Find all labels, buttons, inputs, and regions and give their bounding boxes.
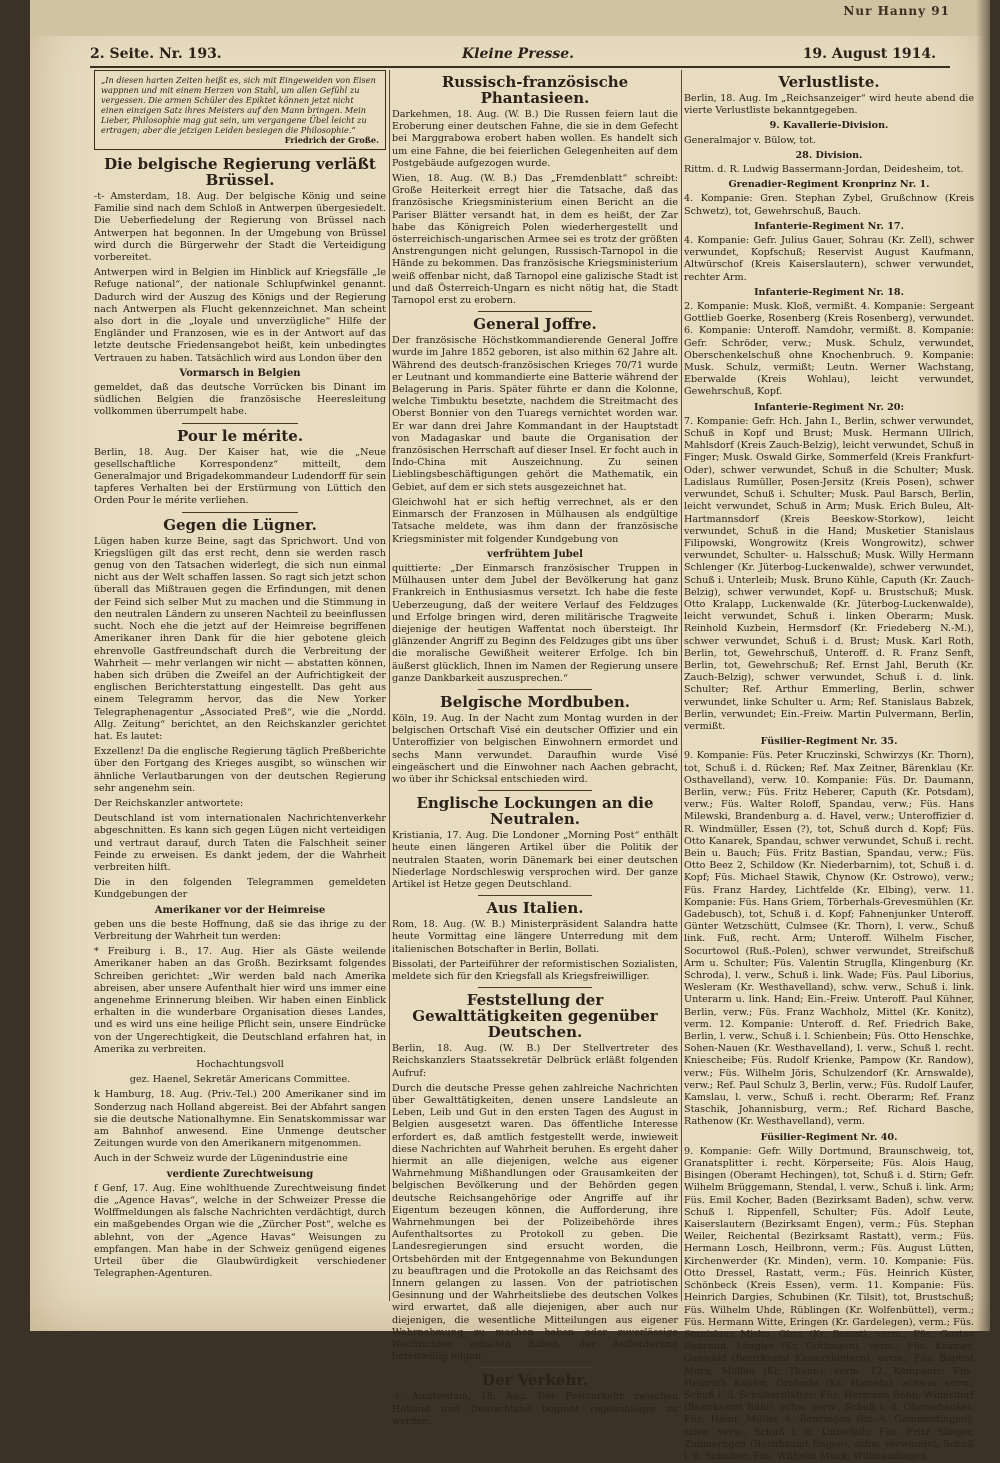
divider bbox=[478, 1367, 592, 1368]
subheading: verdiente Zurechtweisung bbox=[166, 1168, 314, 1180]
article-paragraph: Darkehmen, 18. Aug. (W. B.) Die Russen feiern laut die Eroberung einer deutschen Fahne, die sie in dem Gefecht bei Marggrabowa erobert haben wollen. Es handelt sich um eine Fahne, die bei feierlichen Gelegenheiten auf dem Postgebäude aufgezogen wurde. bbox=[392, 109, 678, 169]
quote-signature: Friedrich der Große. bbox=[284, 135, 379, 145]
divider bbox=[478, 987, 592, 988]
article-paragraph: Bissolati, der Parteiführer der reformistischen Sozialisten, meldete sich für den Kriegsfall als Kriegsfreiwilliger. bbox=[392, 958, 678, 982]
article-paragraph: Exzellenz! Da die englische Regierung täglich Preßberichte über den Fortgang des Krieges ausgibt, so wünschen wir ähnliche Verlautbarungen von der deutschen Regierung sehr angenehm sein. bbox=[94, 746, 386, 794]
unit-heading: Infanterie-Regiment Nr. 18. bbox=[754, 286, 904, 298]
article-paragraph: Der französische Höchstkommandierende General Joffre wurde im Jahre 1852 geboren, ist also mithin 62 Jahre alt. Während des deutsch-französischen Krieges 70/71 wurde er Leutnant und kommandierte eine Batterie während der Belagerung in Paris. Später führte er dann die Kolonne, welche Timbuktu besetzte, nachdem die Streitmacht des Oberst Bonnier von den Tuaregs vernichtet worden war. Er war dann drei Jahre Kommandant in der Hauptstadt von Madagaskar und baute die Organisation der französischen Herrschaft auf dieser Insel. Er focht auch in Indo-China mit Auszeichnung. Zu seinen Lieblingsbeschäftigungen gehört die Mathematik, ein Gebiet, auf dem er sich stets ausgezeichnet hat. bbox=[392, 335, 678, 493]
article-paragraph: quittierte: „Der Einmarsch französischer Truppen in Mülhausen unter dem Jubel der Bevölkerung hat ganz Frankreich in Enthusiasmus versetzt. Ich habe die feste Ueberzeugung, daß der weitere Verlauf des Feldzuges und Erfolge bringen wird, deren militärische Tragweite diejenige der heutigen Waffentat noch übersteigt. Ihr glänzender Angriff zu Beginn des Feldzuges gibt uns über die moralische Gewißheit weiterer Erfolge. Ich bin äußerst glücklich, Ihnen im Namen der Regierung unsere ganze Dankbarkeit auszusprechen.“ bbox=[392, 562, 678, 684]
unit-heading: Füsilier-Regiment Nr. 40. bbox=[760, 1131, 898, 1143]
article-paragraph: Der Reichskanzler antwortete: bbox=[94, 797, 244, 809]
headline-phantasies: Russisch-französische Phantasieen. bbox=[441, 73, 629, 107]
casualty-entry: 4. Kompanie: Gefr. Julius Gauer, Sohrau (Kr. Zell), schwer verwundet, Kopfschuß; Reservist August Kaufmann, Altwürschof (Kreis Kaiserslautern), schwer verwundet, rechter Arm. bbox=[684, 235, 974, 283]
article-paragraph: gez. Haenel, Sekretär Americans Committee. bbox=[129, 1074, 351, 1086]
unit-heading: Infanterie-Regiment Nr. 17. bbox=[754, 220, 904, 232]
casualty-entry: 7. Kompanie: Gefr. Hch. Jahn I., Berlin, schwer verwundet, Schuß in Kopf und Brust; Musk. Hermann Ullrich, Mahlsdorf (Kreis Zauch-Belzig), leicht verwundet, Schuß in Finger; Musk. Oswald Girke, Sommerfeld (Kreis Frankfurt-Oder), schwer verwundet, Schuß in die Schulter; Musk. Ladislaus Rumüller, Posen-Jersitz (Kreis Posen), schwer verwundet, Schuß i. Schulter; Musk. Paul Barsch, Berlin, leicht verwundet, Schuß in Arm; Musk. Erich Buleu, Alt-Hartmannsdorf (Kreis Beeskow-Storkow), leicht verwundet, Schuß in die Hand; Musketier Stanislaus Filipowski, Wongrowitz (Kreis Wongrowitz), schwer verwundet, Schulter- u. Halsschuß; Musk. Willy Hermann Schlenger (Kr. Jüterbog-Luckenwalde), schwer verwundet, Schuß i. Unterleib; Musk. Bruno Kühle, Caputh (Kr. Zauch-Belzig), schwer verwundet, Kopf- u. Brustschuß; Musk. Otto Kralapp, Luckenwalde (Kr. Jüterbog-Luckenwalde), leicht verwundet, Schuß i. linken Oberarm; Musk. Reinhold Kuzbein, Hermsdorf (Kr. Friedeberg N.-M.), schwer verwundet, Schuß i. d. Brust; Musk. Karl Roth, Berlin, tot, Gewehrschuß, Unteroff. d. R. Franz Senft, Berlin, tot, Gewehrschuß; Ref. Ernst Jahl, Beruth (Kr. Zauch-Belzig), schwer verwundet, Schuß i. d. link. Schulter; Ref. Arthur Emmerling, Berlin, schwer verwundet, linke Schulter u. Arm; Ref. Stanislaus Babzek, Berlin, verwundet; Ein.-Freiw. Martin Pulvermann, Berlin, vermißt. bbox=[684, 415, 974, 732]
headline-liars: Gegen die Lügner. bbox=[163, 515, 317, 534]
divider bbox=[478, 689, 592, 690]
newspaper-page bbox=[30, 0, 990, 1462]
casualty-entry: 4. Kompanie: Gren. Stephan Zybel, Grußchnow (Kreis Schwetz), tot, Gewehrschuß, Bauch. bbox=[684, 193, 974, 217]
article-paragraph: Auch in der Schweiz wurde der Lügenindustrie eine bbox=[94, 1153, 348, 1165]
unit-heading: Grenadier-Regiment Kronprinz Nr. 1. bbox=[728, 179, 930, 191]
previous-page-strip bbox=[30, 0, 990, 36]
article-paragraph: geben uns die beste Hoffnung, daß sie das ihrige zu der Verbreitung der Wahrheit tun werden: bbox=[94, 918, 386, 942]
column-2 bbox=[392, 70, 678, 1427]
divider bbox=[478, 790, 592, 791]
headline-belgian-murderers: Belgische Mordbuben. bbox=[440, 692, 630, 711]
unit-heading: 9. Kavallerie-Division. bbox=[769, 120, 889, 132]
article-paragraph: Berlin, 18. Aug. (W. B.) Der Stellvertreter des Reichskanzlers Staatssekretär Delbrück erläßt folgenden Aufruf: bbox=[392, 1043, 678, 1079]
subheading: Amerikaner vor der Heimreise bbox=[154, 904, 326, 916]
divider bbox=[478, 311, 592, 312]
unit-heading: 28. Division. bbox=[795, 149, 863, 161]
article-paragraph: Antwerpen wird in Belgien im Hinblick auf Kriegsfälle „le Refuge national“, der nationale Schlupfwinkel genannt. Dadurch wird der Auszug des Königs und der Regierung nach Antwerpen als Flucht gekennzeichnet. Man scheint also dort in die „loyale und unverzügliche“ Hilfe der Engländer und Franzosen, wie es in der Antwort auf das letzte deutsche Friedensangebot heißt, kein unbedingtes Vertrauen zu haben. Tatsächlich wird aus London über den bbox=[94, 267, 386, 364]
unit-heading: Füsilier-Regiment Nr. 35. bbox=[760, 736, 898, 748]
headline-casualty-list: Verlustliste. bbox=[778, 73, 880, 91]
column-3 bbox=[684, 70, 974, 1462]
headline-traffic: Der Verkehr. bbox=[482, 1371, 588, 1390]
quote-box bbox=[94, 70, 386, 150]
article-paragraph: Durch die deutsche Presse gehen zahlreiche Nachrichten über Gewalttätigkeiten, denen unsere Landsleute an Leben, Leib und Gut in den ersten Tagen des August in Belgien ausgesetzt waren. Das öffentliche Interesse erfordert es, daß amtlich festgestellt werde, inwieweit diese Nachrichten auf Wahrheit beruhen. Es ergeht daher hiermit an alle diejenigen, welche aus eigener Wahrnehmung Mißhandlungen oder Grausamkeiten der belgischen Bevölkerung und der Behörden gegen deutsche Reichsangehörige oder Angriffe auf ihr Eigentum bezeugen können, die Aufforderung, ihre Wahrnehmungen bei der Polizeibehörde ihres Aufenthaltsortes zu Protokoll zu geben. Die Landesregierungen sind ersucht worden, die Ortsbehörden mit der Entgegennahme von Bekundungen zu beauftragen und die Protokolle an das Reichsamt des Innern gelangen zu lassen. Von der patriotischen Gesinnung und der Wahrheitsliebe des deutschen Volkes wird erwartet, daß alle diejenigen, aber auch nur diejenigen, die wesentliche Mitteilungen aus eigener Wahrnehmung zu machen haben oder zuverlässige Nachrichten erhalten haben, der Aufforderung bereitwillig folgen. bbox=[392, 1082, 678, 1363]
column-1 bbox=[94, 70, 386, 1301]
casualty-entry: 9. Kompanie: Füs. Peter Kruczinski, Schwirzys (Kr. Thorn), tot, Schuß i. d. Rücken; Ref. Max Zeitner, Bärenklau (Kr. Osthavelland), verw. 10. Kompanie: Füs. Dr. Daumann, Berlin, verw.; Füs. Fritz Heberer, Caputh (Kr. Potsdam), verw.; Füs. Walter Roloff, Spandau, verw.; Füs. Hans Milewski, Brandenburg a. d. Havel, verw.; Unteroffizier d. R. Windmüller, Essen (?), tot, Schuß durch d. Kopf; Füs. Otto Kanarek, Spandau, schwer verwundet, Schuß i. recht. Bein u. Bauch; Füs. Fritz Bastian, Spandau, verw.; Füs. Otto Beez 2, Schildow (Kr. Niederbarnim), tot, Schuß i. d. Kopf; Füs. Michael Stawik, Chynow (Kr. Ostrowo), verw.; Füs. Franz Hardey, Lichtfelde (Kr. Elbing), verw. 11. Kompanie: Füs. Hans Griem, Törberhals-Grevesmühlen (Kr. Gadebusch), tot, Schuß i. d. Kopf; Fahnenjunker Unteroff. Günter Wetzschütt, Culmsee (Kr. Thorn), l. verw., Schuß link. Fuß, recht. Arm; Unteroff. Wilhelm Fischer, Socurtowol (Ruß.-Polen), schwer verwundet, Streifschuß Arm u. Schulter; Füs. Valentin Struglla, Klingenburg (Kr. Schroda), l. verw., Schuß i. link. Wade; Füs. Paul Liborius, Wesleram (Kr. Westhavelland), schw. verw., Schuß i. link. Unterarm u. link. Hand; Ein.-Freiw. Unteroff. Paul Kühner, Berlin, verw.; Füs. Franz Wachholz, Mittel (Kr. Konitz), verm. 12. Kompanie: Unteroff. d. Ref. Friedrich Bake, Berlin, l. verw., Schuß i. l. Schienbein; Füs. Otto Henschke, Sohen-Nauen (Kr. Westhavelland), l. verw., Schuß l. recht. Kniescheibe; Füs. Rudolf Krienke, Pampow (Kr. Randow), verw.; Füs. Wilhelm Jöris, Schulzendorf (Kr. Arnswalde), verw.; Ref. Paul Schulz 3, Berlin, verw.; Füs. Rudolf Laufer, Kamslau, l. verw., Schuß i. recht. Oberarm; Ref. Franz Staschik, Johannisburg, verm.; Ref. Richard Basche, Rathenow (Kr. Westhavelland), verm. bbox=[684, 750, 974, 1128]
article-paragraph: Rom, 18. Aug. (W. B.) Ministerpräsident Salandra hatte heute Vormittag eine längere Unterredung mit dem italienischen Botschafter in Berlin, Bollati. bbox=[392, 919, 678, 955]
unit-heading: Infanterie-Regiment Nr. 20: bbox=[753, 401, 905, 413]
headline-brussels: Die belgische Regierung verläßt Brüssel. bbox=[104, 155, 376, 189]
headline-violence: Feststellung der Gewalttätigkeiten gegenüber Deutschen. bbox=[412, 991, 658, 1042]
column-divider bbox=[389, 70, 390, 1301]
issue-date: 19. August 1914. bbox=[802, 46, 936, 62]
subheading: Vormarsch in Belgien bbox=[179, 367, 301, 379]
article-paragraph: f Genf, 17. Aug. Eine wohlthuende Zurechtweisung findet die „Agence Havas“, welche in der Schweizer Presse die Wolffmeldungen als falsche Nachrichten verdächtigt, durch ein maßgebendes Organ wie die „Zürcher Post“, welche es ablehnt, von der „Agence Havas“ Weisungen zu empfangen. Man habe in der Schweiz genügend eigenes Urteil über die Glaubwürdigkeit verschiedener Telegraphen-Agenturen. bbox=[94, 1182, 386, 1280]
quote-text: „In diesen harten Zeiten heißt es, sich mit Eingeweiden von Eisen wappnen und mit einem Herzen von Stahl, um allen Gefühl zu vergessen. Die armen Schüler des Epiktet können jetzt nicht einen einzigen Satz ihres Meisters auf den Mann bringen. Mein Lieber, Philosophie mag gut sein, um vergangene Übel leicht zu ertragen; aber die jetzigen Leiden besiegen die Philosophie.“ bbox=[101, 75, 376, 135]
masthead-rule bbox=[90, 66, 950, 68]
page-number: 2. Seite. Nr. 193. bbox=[90, 46, 222, 62]
subheading: verfrühtem Jubel bbox=[487, 548, 583, 560]
article-paragraph: * Freiburg i. B., 17. Aug. Hier als Gäste weilende Amerikaner haben an das Großh. Bezirksamt folgendes Schreiben gerichtet: „Wir werden bald nach Amerika abreisen, aber unsere Aufenthalt hier wird uns immer eine angenehme Erinnerung bleiben. Wir haben einen Einblick erhalten in die wunderbare Organisation dieses Landes, und es wird uns eine heilige Pflicht sein, unsere Eindrücke von der Ungerechtigkeit, die Deutschland erfahren hat, in Amerika zu verbreiten. bbox=[94, 946, 386, 1055]
article-paragraph: Wien, 18. Aug. (W. B.) Das „Fremdenblatt“ schreibt: Große Heiterkeit erregt hier die Tatsache, daß das französische Kriegsministerium einen Bericht an die Pariser Blätter versandt hat, in dem es heißt, der Zar habe das Königreich Polen wiederhergestellt und österreichisch-ungarischen Armee sei es trotz der größten Anstrengungen nicht gelungen, Russisch-Tarnopol in die Hände zu bekommen. Das französische Kriegsministerium weiß offenbar nicht, daß Tarnopol eine galizische Stadt ist und daß Österreich-Ungarn es nicht nötig hat, die Stadt Tarnopol erst zu erobern. bbox=[392, 173, 678, 307]
article-paragraph: gemeldet, daß das deutsche Vorrücken bis Dinant im südlichen Belgien die französische Heeresleitung vollkommen überrumpelt habe. bbox=[94, 382, 386, 418]
casualty-entry: Generalmajor v. Bülow, tot. bbox=[684, 134, 816, 146]
casualty-entry: 9. Kompanie: Gefr. Willy Dortmund, Braunschweig, tot, Granatsplitter i. recht. Körperseite; Füs. Alois Haug, Bisingen (Oberamt Hechingen), tot, Schuß i. d. Stirn; Gefr. Wilhelm Brüggemann, Stendal, l. verw., Schuß i. link. Arm; Füs. Emil Kocher, Baden (Bezirksamt Baden), schw. verw. Schuß l. Rippenfell, Schulter; Füs. Adolf Leute, Kaiserslautern (Bezirksamt Engen), verm.; Füs. Stephan Weiler, Reichental (Bezirksamt Rastatt), verm.; Füs. Hermann Losch, Heilbronn, verm.; Füs. August Lütten, Kirchenwerder (Kr. Minden), verm. 10. Kompanie: Füs. Otto Dressel, Rastatt, verm.; Füs. Heinrich Küster, Schönbeck (Kreis Essen), verm. 11. Kompanie: Füs. Heinrich Dargies, Schubinen (Kr. Tilsit), tot, Brustschuß; Füs. Wilhelm Uhde, Rüblingen (Kr. Wolfenbüttel), verm.; Füs. Hermann Witte, Eringen (Kr. Gardelegen), verm.; Füs. Stanislaus Misko, Obra (Kr. Bomst), verm.; Füs. Gustav Dehrend, Lengler (Kr. Göttingen), verm.; Füs. Krämer, Gauwald (Bezirksamt Kaiserslautern), verm.; Füs. Baptist Mura, Mollau (Kr. Thann), verm. 12. Kompanie: Füs. Heinrich Köpfer, Grohnde (Kr. Hameln), schwer verw., Schuß i. d. Schulterblätter; Füs. Hermann Bohn, Wilmsdorf (Bezirksamt Bühl), schw. verw., Schuß i. d. Oberschenkel; Füs. Heinr. Müller 4, Benzingen (Bz.-A. Gammertingen), schw. verw., Schuß i. d. Unterleib; Füs. Fritz Sänger, Zimmerngen (Bezirksamt Engen), schw. verwundet, Schuß i. d. Schulter; Füs. Wilhelm Mück, Willmandingen bbox=[684, 1145, 974, 1462]
article-paragraph: Gleichwohl hat er sich heftig verrechnet, als er den Einmarsch der Franzosen in Mülhausen als endgültige Tatsache meldete, was ihm dann der französische Kriegsminister mit folgender Kundgebung von bbox=[392, 496, 678, 545]
headline-pour-le-merite: Pour le mérite. bbox=[176, 426, 304, 445]
article-paragraph: -t- Amsterdam, 18. Aug. Der Postverkehr zwischen Holland und Deutschland beginnt regelmäßiger zu werden. bbox=[392, 1391, 678, 1427]
casualty-entry: Rittm. d. R. Ludwig Bassermann-Jordan, Deidesheim, tot. bbox=[684, 164, 964, 176]
article-paragraph: k Hamburg, 18. Aug. (Priv.-Tel.) 200 Amerikaner sind im Sonderzug nach Holland abgereist. Bei der Abfahrt sangen sie die deutsche Nationalhymne. Ein Senatskommissar war am Bahnhof anwesend. Eine Unmenge deutscher Zeitungen wurde von den Amerikanern mitgenommen. bbox=[94, 1089, 386, 1150]
article-paragraph: Hochachtungsvoll bbox=[196, 1059, 284, 1070]
article-paragraph: Berlin, 18. Aug. Der Kaiser hat, wie die „Neue gesellschaftliche Korrespondenz“ mitteilt, dem Generalmajor und Brigadekommandeur Ludendorff für sein tapferes Verhalten bei der Erstürmung von Lüttich den Orden Pour le mérite verliehen. bbox=[94, 446, 386, 507]
article-paragraph: Berlin, 18. Aug. Im „Reichsanzeiger“ wird heute abend die vierte Verlustliste bekanntgegeben. bbox=[684, 93, 974, 117]
divider bbox=[478, 895, 592, 896]
casualty-entry: 2. Kompanie: Musk. Kloß, vermißt. 4. Kompanie: Sergeant Gottlieb Goerke, Rosenberg (Kreis Rosenberg), verwundet. 6. Kompanie: Unteroff. Namdohr, vermißt. 8. Kompanie: Gefr. Schröder, verw.; Musk. Schulz, verwundet, Oberschenkelschuß ohne Knochenbruch. 9. Kompanie: Musk. Schulz, vermißt; Leutn. Werner Wachstang, Eberwalde (Kreis Wohlau), leicht verwundet, Gewehrschuß, Kopf. bbox=[684, 301, 974, 398]
column-divider bbox=[681, 70, 682, 1301]
article-paragraph: Lügen haben kurze Beine, sagt das Sprichwort. Und von Kriegslügen gilt das erst recht, denn sie werden rasch genug von den Tatsachen widerlegt, die sich nun einmal nicht aus der Welt schaffen lassen. So ragt sich jetzt schon überall das Mißtrauen gegen die Erfindungen, mit denen der Feind sich selber Mut zu machen und die Stimmung in den neutralen Ländern zu unseren Nachteil zu beeinflussen sucht. Noch ehe die jetzt auf der Heimreise begriffenen Amerikaner ihren Dank für die hier gebotene gleich ehrenvolle Gastfreundschaft durch die Verbreitung der Wahrheit — mehr verlangen wir nicht — abstatten können, haben sich drüben die Zweifel an der Aufrichtigkeit der englischen Berichterstattung eingestellt. Das geht aus einem Telegramm hervor, das die New Yorker Telegraphenagentur „Associated Preß“, wie die „Nordd. Allg. Zeitung“ berichtet, an den Reichskanzler gerichtet hat. Es lautet: bbox=[94, 535, 386, 742]
divider bbox=[182, 512, 299, 513]
newspaper-title: Kleine Presse. bbox=[462, 46, 575, 62]
article-paragraph: Köln, 19. Aug. In der Nacht zum Montag wurden in der belgischen Ortschaft Visé ein deutscher Offizier und ein Unteroffizier von belgischen Einwohnern ermordet und sechs Mann verwundet. Daraufhin wurde Visé eingeäschert und die Einwohner nach Aachen gebracht, wo über ihr Schicksal entschieden wird. bbox=[392, 712, 678, 785]
previous-page-text: Nur Hanny 91 bbox=[843, 4, 950, 18]
masthead bbox=[90, 42, 976, 66]
article-paragraph: Deutschland ist vom internationalen Nachrichtenverkehr abgeschnitten. Es kann sich gegen Lügen nicht verteidigen und vertraut darauf, durch Taten die Falschheit seiner Feinde zu erweisen. Es dankt jedem, der die Wahrheit verbreiten hilft. bbox=[94, 813, 386, 873]
headline-joffre: General Joffre. bbox=[473, 315, 597, 334]
article-paragraph: -t- Amsterdam, 18. Aug. Der belgische König und seine Familie sind nach dem Schloß in Antwerpen übergesiedelt. Die Ueberfiedelung der Regierung von Brüssel nach Antwerpen hat begonnen. In der Umgebung von Brüssel wird durch die Bürgerwehr der Stadt die Verteidigung vorbereitet. bbox=[94, 191, 386, 264]
page-edge-shadow bbox=[976, 0, 990, 1331]
article-paragraph: Die in den folgenden Telegrammen gemeldeten Kundgebungen der bbox=[94, 877, 386, 901]
headline-italy: Aus Italien. bbox=[486, 899, 584, 918]
divider bbox=[182, 423, 299, 424]
article-paragraph: Kristiania, 17. Aug. Die Londoner „Morning Post“ enthält heute einen längeren Artikel über die Politik der neutralen Staaten, worin Dänemark bei einer deutschen Niederlage Nordschleswig versprochen wird. Der ganze Artikel ist Hetze gegen Deutschland. bbox=[392, 830, 678, 890]
headline-english-lures: Englische Lockungen an die Neutralen. bbox=[416, 794, 654, 829]
